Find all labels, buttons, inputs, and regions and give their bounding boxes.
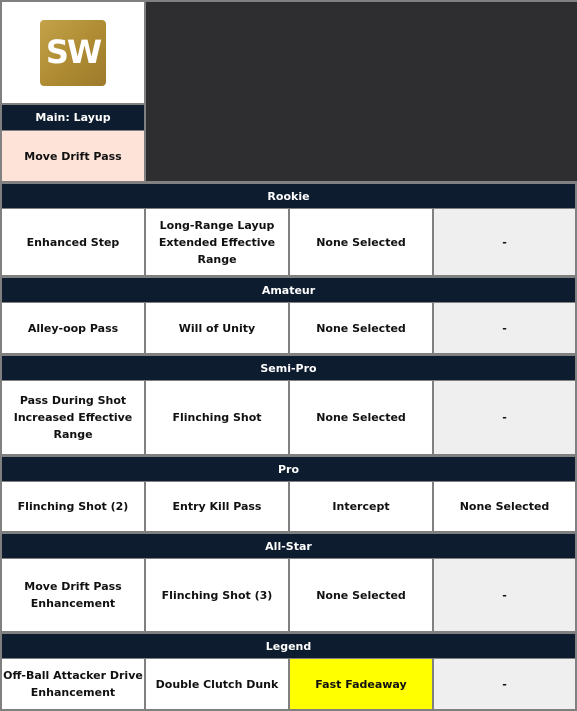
semi-pro-cell-4: - [434,381,575,454]
tier-header-legend: Legend [2,634,575,658]
all-star-cell-4: - [434,559,575,631]
rookie-cell-3: None Selected [290,209,432,275]
semi-pro-cell-1: Pass During Shot Increased Effective Range [2,381,144,454]
tier-header-pro: Pro [2,457,575,481]
legend-cell-4: - [434,659,575,709]
legend-cell-1: Off-Ball Attacker Drive Enhancement [2,659,144,709]
legend-cell-3: Fast Fadeaway [290,659,432,709]
dark-panel [146,2,577,181]
tier-header-all-star: All-Star [2,534,575,558]
amateur-cell-3: None Selected [290,303,432,353]
tier-header-semi-pro: Semi-Pro [2,356,575,380]
tier-header-amateur: Amateur [2,278,575,302]
legend-cell-2: Double Clutch Dunk [146,659,288,709]
tier-header-rookie: Rookie [2,184,575,208]
rookie-cell-2: Long-Range Layup Extended Effective Range [146,209,288,275]
all-star-cell-2: Flinching Shot (3) [146,559,288,631]
amateur-cell-1: Alley-oop Pass [2,303,144,353]
pro-cell-1: Flinching Shot (2) [2,482,144,531]
pro-cell-2: Entry Kill Pass [146,482,288,531]
all-star-cell-3: None Selected [290,559,432,631]
semi-pro-cell-3: None Selected [290,381,432,454]
all-star-cell-1: Move Drift Pass Enhancement [2,559,144,631]
amateur-cell-4: - [434,303,575,353]
rookie-cell-4: - [434,209,575,275]
amateur-cell-2: Will of Unity [146,303,288,353]
rookie-cell-1: Enhanced Step [2,209,144,275]
pro-cell-4: None Selected [434,482,575,531]
pro-cell-3: Intercept [290,482,432,531]
main-label: Main: Layup [2,105,144,130]
sw-logo: SW [40,20,106,86]
logo-cell [2,2,144,103]
semi-pro-cell-2: Flinching Shot [146,381,288,454]
main-value: Move Drift Pass [2,131,144,181]
